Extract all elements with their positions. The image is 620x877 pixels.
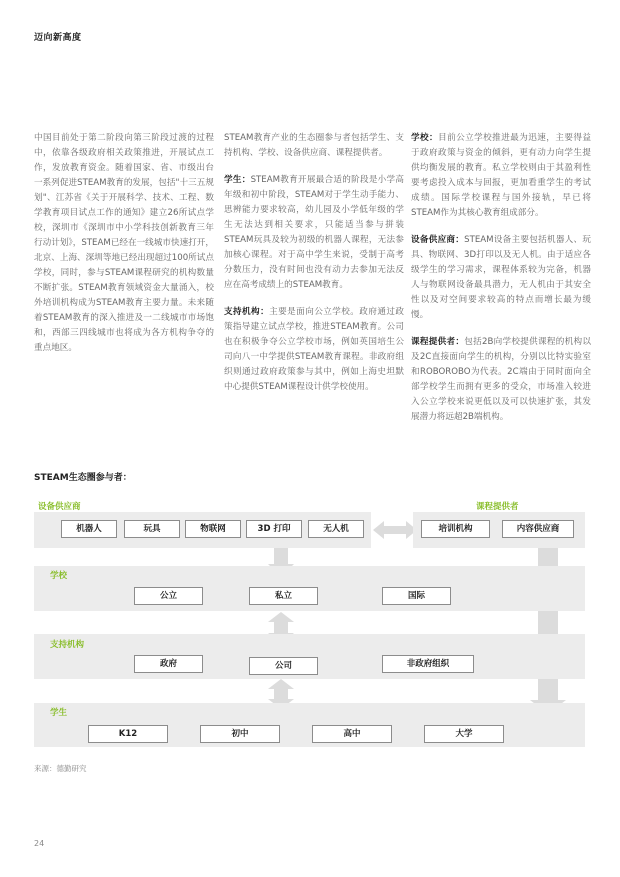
student-item-high-school: 高中 <box>312 725 392 743</box>
term-label: 学生： <box>224 175 251 185</box>
diagram-title: STEAM生态圈参与者： <box>34 473 132 483</box>
support-item-company: 公司 <box>249 657 318 675</box>
support-item-government: 政府 <box>134 655 203 673</box>
term-text: 目前公立学校推进最为迅速，主要得益于政府政策与资金的倾斜，更有动力向学生提供均衡发展的教育。私立学校则由于其盈利性要考虑投入成本与回报，更加看重学生的考试成绩。国际学校课程与国外接轨，早已将STEAM作为其核心教育组成部分。 <box>411 133 591 218</box>
paragraph: STEAM教育产业的生态圈参与者包括学生、支持机构、学校、设备供应商、课程提供者。 <box>224 133 404 158</box>
term-label: 支持机构： <box>224 307 270 317</box>
page-number: 24 <box>34 839 45 848</box>
running-header: 迈向新高度 <box>34 33 82 43</box>
term-text: STEAM教育开展最合适的阶段是小学高年级和初中阶段，STEAM对于学生动手能力、思辨能力要求较高，幼儿园及小学低年级的学生无法达到相关要求，只能适当参与拼装STEAM玩具及较为初级的机器人课程，无法参加核心课程。对于高中学生来说，受制于高考分数压力，没有时间也没有动力去参加无法反应在高考成绩上的STEAM教育。 <box>224 175 404 290</box>
school-item-private: 私立 <box>249 587 318 605</box>
student-item-k12: K12 <box>88 725 168 743</box>
support-item-ngo: 非政府组织 <box>382 655 474 673</box>
support-org-label: 支持机构 <box>50 640 85 650</box>
curriculum-provider-label: 课程提供者 <box>476 502 519 512</box>
school-label: 学校 <box>50 571 68 581</box>
school-item-international: 国际 <box>382 587 451 605</box>
equipment-item-3d-printing: 3D 打印 <box>246 520 302 538</box>
student-item-middle-school: 初中 <box>200 725 280 743</box>
curriculum-item-training: 培训机构 <box>421 520 490 538</box>
double-arrow-icon <box>373 521 417 539</box>
school-item-public: 公立 <box>134 587 203 605</box>
student-item-university: 大学 <box>424 725 504 743</box>
equipment-item-toys: 玩具 <box>124 520 180 538</box>
paragraph: 中国目前处于第二阶段向第三阶段过渡的过程中，依靠各级政府相关政策推进，开展试点工作，发放教育资金。随着国家、省、市级出台一系列促进STEAM教育的发展，包括"十三五规划"、江苏省《关于开展科学、技术、工程、数学教育项目试点工作的通知》建立26所试点学校，深圳市《深圳市中小学科技创新教育三年行动计划》，STEAM已经在一线城市快速打开，北京、上海、深圳等地已经出现超过100所试点学校，同时，参与STEAM课程研究的机构数量不断扩张。STEAM教育领域资金大量涌入，校外培训机构成为STEAM教育主要力量。未来随着STEAM教育的深入推进及一二线城市市场饱和，西部三四线城市也将成为各方机构争夺的重点地区。 <box>34 133 214 353</box>
term-text: 包括2B向学校提供课程的机构以及2C直接面向学生的机构，分别以比特实验室和ROBOROBO为代表。2C端由于同时面向全部学校学生而拥有更多的受众，市场准入较进入公立学校来说更低以及可以快速扩张，其发展潜力将远超2B端机构。 <box>411 337 591 422</box>
term-label: 课程提供者： <box>411 337 465 347</box>
equipment-item-drone: 无人机 <box>308 520 364 538</box>
term-label: 设备供应商： <box>411 235 465 245</box>
equipment-supplier-label: 设备供应商 <box>38 502 81 512</box>
equipment-item-robot: 机器人 <box>61 520 117 538</box>
source-note: 来源：德勤研究 <box>34 764 87 773</box>
term-text: 主要是面向公立学校。政府通过政策指导建立试点学校，推进STEAM教育。公司也在积极争夺公立学校市场，例如英国培生公司向八一中学提供STEAM教育课程。非政府组织则通过政府政策参与其中，例如上海史坦默中心提供STEAM课程设计供学校使用。 <box>224 307 404 392</box>
term-text: STEAM设备主要包括机器人、玩具、物联网、3D打印以及无人机。由于适应各级学生的学习需求，课程体系较为完备，机器人与物联网设备最具潜力，无人机由于其安全性以及对空间要求较高的特点而增长最为缓慢。 <box>411 235 591 320</box>
term-label: 学校： <box>411 133 439 143</box>
student-label: 学生 <box>50 708 68 718</box>
equipment-item-iot: 物联网 <box>185 520 241 538</box>
curriculum-item-content: 内容供应商 <box>502 520 574 538</box>
